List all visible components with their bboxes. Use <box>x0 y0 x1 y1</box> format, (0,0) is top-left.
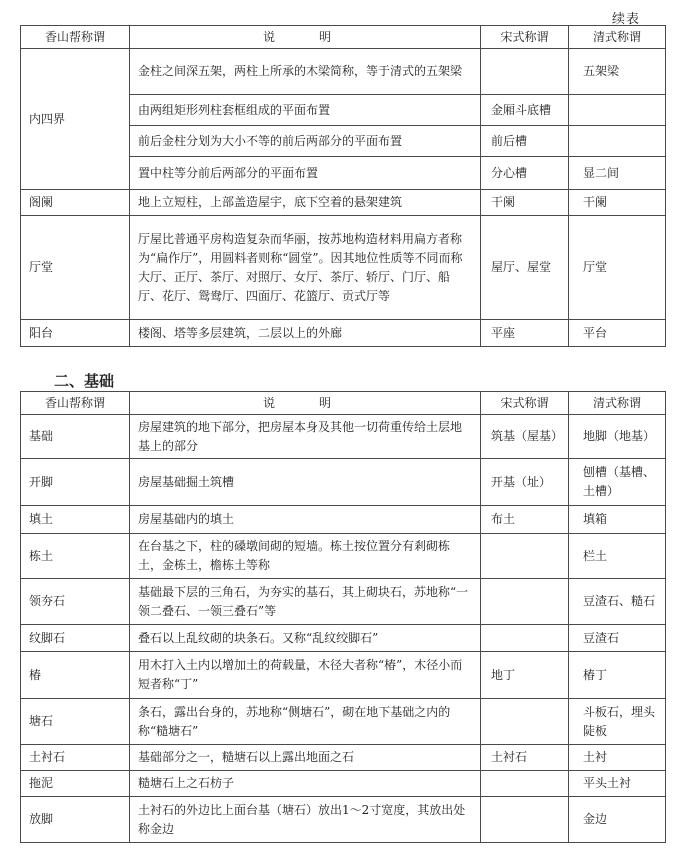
term-name: 拖泥 <box>21 771 130 797</box>
term-song: 金厢斗底槽 <box>481 95 569 126</box>
table-row <box>21 459 666 506</box>
term-description: 厅屋比普通平房构造复杂而华丽，按苏地构造材料用扁方者称为“扁作厅”，用圆料者则称“圆堂”。因其地位性质等不同而称大厅、正厅、茶厅、对照厅、女厅、茶厅、轿厅、门厅、船厅、花厅、鸳鸯厅、四面厅、花篮厅、贡式厅等 <box>130 216 481 320</box>
term-qing: 填箱 <box>569 506 666 534</box>
term-description: 置中柱等分前后两部分的平面布置 <box>130 157 481 190</box>
table-row <box>21 771 666 797</box>
term-qing: 栏土 <box>569 534 666 579</box>
term-qing: 平头土衬 <box>569 771 666 797</box>
term-description: 房屋建筑的地下部分，把房屋本身及其他一切荷重传给土层地基上的部分 <box>130 415 481 459</box>
term-qing: 豆渣石 <box>569 625 666 652</box>
term-qing: 金边 <box>569 797 666 843</box>
term-name: 土衬石 <box>21 745 130 771</box>
term-name: 放脚 <box>21 797 130 843</box>
table-row <box>21 415 666 459</box>
term-song <box>481 625 569 652</box>
term-name: 阳台 <box>21 320 130 347</box>
term-description: 糙塘石上之石枋子 <box>130 771 481 797</box>
term-description: 由两组矩形列柱套框组成的平面布置 <box>130 95 481 126</box>
term-description: 基础最下层的三角石，为夯实的基石，其上砌块石，苏地称“一领二叠石、一领三叠石”等 <box>130 579 481 625</box>
term-song: 干阑 <box>481 190 569 216</box>
table-row <box>21 745 666 771</box>
header-description: 说 明 <box>130 392 481 415</box>
table-row <box>21 625 666 652</box>
term-qing: 豆渣石、糙石 <box>569 579 666 625</box>
term-song: 开基（址） <box>481 459 569 506</box>
term-song <box>481 699 569 745</box>
term-description: 金柱之间深五架，两柱上所承的木梁简称，等于清式的五架梁 <box>130 49 481 95</box>
term-qing <box>569 95 666 126</box>
header-xiangshan: 香山帮称谓 <box>21 392 130 415</box>
term-name: 填土 <box>21 506 130 534</box>
term-description: 房屋基础掘土筑槽 <box>130 459 481 506</box>
table-row <box>21 190 666 216</box>
header-xiangshan: 香山帮称谓 <box>21 26 130 49</box>
term-qing: 平台 <box>569 320 666 347</box>
term-song: 地丁 <box>481 652 569 699</box>
term-song: 屋厅、屋堂 <box>481 216 569 320</box>
header-qing: 清式称谓 <box>569 26 666 49</box>
term-description: 楼阁、塔等多层建筑，二层以上的外廊 <box>130 320 481 347</box>
term-name: 开脚 <box>21 459 130 506</box>
table-header-row <box>21 26 666 49</box>
continued-label: 续表 <box>612 12 641 27</box>
term-description: 用木打入土内以增加土的荷载量，木径大者称“椿”，木径小而短者称“丁” <box>130 652 481 699</box>
table-row <box>21 506 666 534</box>
term-qing: 地脚（地基） <box>569 415 666 459</box>
term-name: 内四界 <box>21 49 130 190</box>
term-description: 土衬石的外边比上面台基（塘石）放出1～2寸宽度，其放出处称金边 <box>130 797 481 843</box>
term-description: 房屋基础内的填土 <box>130 506 481 534</box>
term-qing: 五架梁 <box>569 49 666 95</box>
section-title: 二、基础 <box>54 372 115 390</box>
term-song <box>481 771 569 797</box>
term-qing: 干阑 <box>569 190 666 216</box>
table-row <box>21 216 666 320</box>
term-name: 领夯石 <box>21 579 130 625</box>
term-song <box>481 49 569 95</box>
term-song <box>481 797 569 843</box>
term-description: 条石，露出台身的，苏地称“侧塘石”，砌在地下基础之内的称“糙塘石” <box>130 699 481 745</box>
table-row <box>21 320 666 347</box>
table-row <box>21 579 666 625</box>
header-description: 说 明 <box>130 26 481 49</box>
term-song: 布土 <box>481 506 569 534</box>
term-name: 栋土 <box>21 534 130 579</box>
term-name: 基础 <box>21 415 130 459</box>
term-description: 叠石以上乱纹砌的块条石。又称“乱纹绞脚石” <box>130 625 481 652</box>
term-description: 基础部分之一，糙塘石以上露出地面之石 <box>130 745 481 771</box>
term-song: 前后槽 <box>481 126 569 157</box>
term-description: 前后金柱分划为大小不等的前后两部分的平面布置 <box>130 126 481 157</box>
term-song <box>481 579 569 625</box>
term-qing: 厅堂 <box>569 216 666 320</box>
header-qing: 清式称谓 <box>569 392 666 415</box>
table-row <box>21 652 666 699</box>
term-song: 土衬石 <box>481 745 569 771</box>
term-song: 平座 <box>481 320 569 347</box>
table-foundation-terms <box>20 391 666 843</box>
term-qing: 土衬 <box>569 745 666 771</box>
term-qing: 显二间 <box>569 157 666 190</box>
term-description: 地上立短柱，上部盖造屋宇，底下空着的悬架建筑 <box>130 190 481 216</box>
table-row <box>21 699 666 745</box>
term-name: 纹脚石 <box>21 625 130 652</box>
term-song <box>481 534 569 579</box>
term-qing: 椿丁 <box>569 652 666 699</box>
table-header-row <box>21 392 666 415</box>
term-name: 塘石 <box>21 699 130 745</box>
term-name: 阁阑 <box>21 190 130 216</box>
table-row <box>21 534 666 579</box>
header-song: 宋式称谓 <box>481 392 569 415</box>
table-row <box>21 797 666 843</box>
term-qing: 刨槽（基槽、土槽） <box>569 459 666 506</box>
term-name: 厅堂 <box>21 216 130 320</box>
term-song: 分心槽 <box>481 157 569 190</box>
term-qing: 斗板石，埋头陡板 <box>569 699 666 745</box>
table-terms-continued <box>20 25 666 347</box>
term-name: 椿 <box>21 652 130 699</box>
term-qing <box>569 126 666 157</box>
term-song: 筑基（屋基） <box>481 415 569 459</box>
header-song: 宋式称谓 <box>481 26 569 49</box>
table-row <box>21 49 666 95</box>
term-description: 在台基之下，柱的磉墩间砌的短墙。栋土按位置分有剎砌栋土，金栋土，檐栋土等称 <box>130 534 481 579</box>
